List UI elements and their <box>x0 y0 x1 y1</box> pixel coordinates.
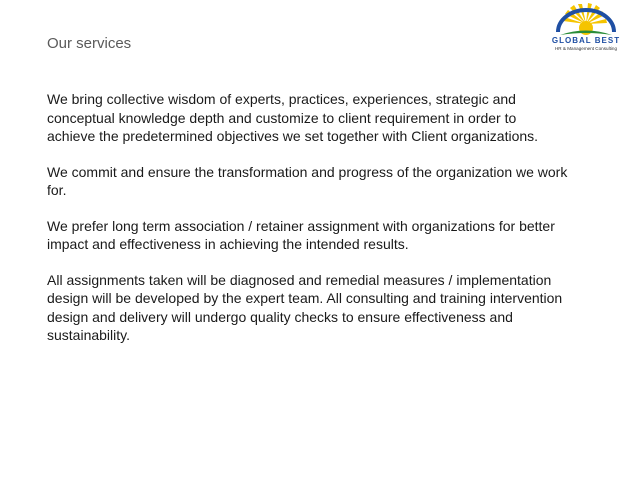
paragraph-line: impact and effectiveness in achieving the intended results. <box>47 236 409 252</box>
slide-body <box>47 90 607 362</box>
paragraph-line: conceptual knowledge depth and customize to client requirement in order to <box>47 109 517 126</box>
paragraph-line: sustainability. <box>47 327 131 343</box>
paragraph-line: We prefer long term association / retainer assignment with organizations for better <box>47 217 555 234</box>
paragraph-line: design and delivery will undergo quality checks to ensure effectiveness and <box>47 308 513 325</box>
paragraph-line: design will be developed by the expert team. All consulting and training intervention <box>47 290 563 306</box>
slide-title: Our services <box>47 35 132 52</box>
paragraph-expertise <box>47 90 607 146</box>
paragraph-line: for. <box>47 182 67 198</box>
logo-wordmark: GLOBAL BEST <box>551 36 621 45</box>
company-logo <box>540 2 632 52</box>
paragraph-line: All assignments taken will be diagnosed and remedial measures / implementation <box>47 271 552 288</box>
paragraph-line: We commit and ensure the transformation and progress of the organization we work <box>47 163 568 180</box>
paragraph-commitment <box>47 163 607 200</box>
logo-tagline: HR & Management Consulting <box>554 46 618 51</box>
paragraph-quality <box>47 271 607 345</box>
global-best-logo-graphic <box>540 2 632 52</box>
paragraph-line: achieve the predetermined objectives we set together with Client organizations. <box>47 128 539 144</box>
paragraph-line: We bring collective wisdom of experts, practices, experiences, strategic and <box>47 91 516 107</box>
paragraph-association <box>47 217 607 254</box>
